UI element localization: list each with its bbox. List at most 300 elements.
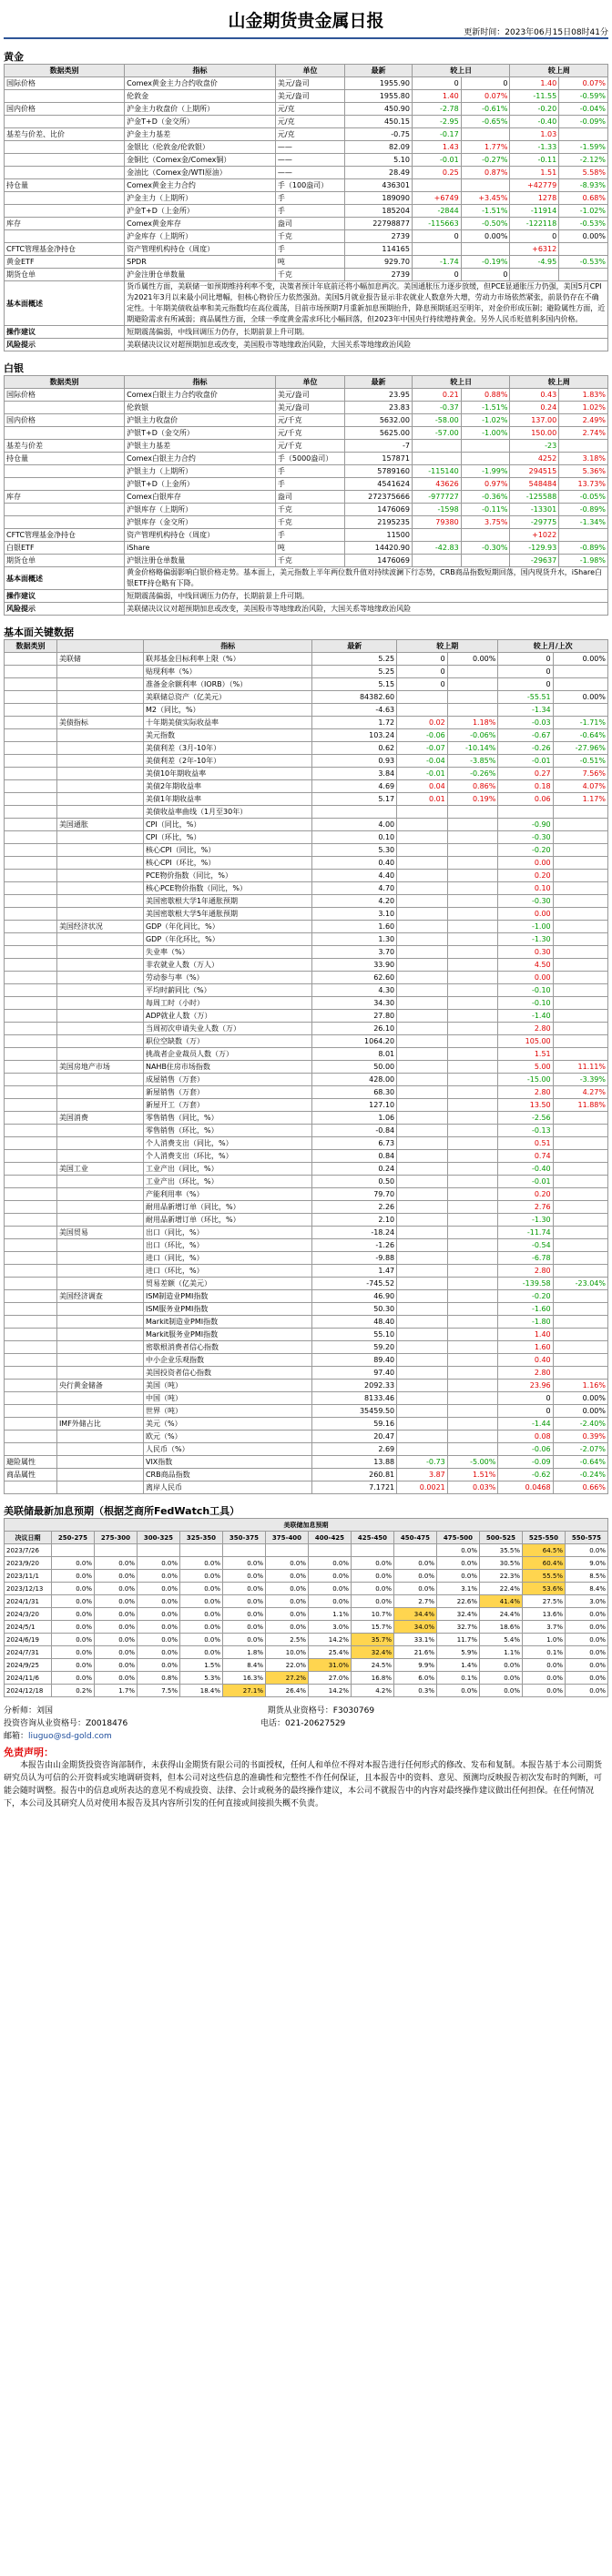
- fedwatch-subhead: 美联储加息预期: [5, 1519, 608, 1532]
- table-cell: -0.17: [412, 128, 461, 141]
- table-cell: -13301: [510, 504, 559, 516]
- table-cell: [553, 1048, 607, 1061]
- table-row: [5, 103, 608, 116]
- table-cell: [553, 1150, 607, 1163]
- table-cell: 欧元（%）: [143, 1431, 311, 1443]
- fedwatch-cell: 0.0%: [52, 1583, 95, 1595]
- table-row: [5, 414, 608, 427]
- fedwatch-cell: 21.6%: [394, 1646, 437, 1659]
- table-cell: 48.40: [312, 1316, 397, 1329]
- table-cell: 挑战者企业裁员人数（万）: [143, 1048, 311, 1061]
- table-cell: [56, 1010, 143, 1023]
- table-row: [5, 116, 608, 128]
- table-cell: -0.89%: [559, 504, 608, 516]
- email-address[interactable]: liuguo@sd-gold.com: [28, 1732, 112, 1741]
- table-cell: 0.24: [510, 402, 559, 414]
- table-cell: [56, 806, 143, 819]
- table-cell: 59.16: [312, 1418, 397, 1431]
- table-cell: 美国密歇根大学5年通胀预期: [143, 908, 311, 921]
- table-cell: 0: [498, 678, 553, 691]
- table-cell: [5, 1252, 57, 1265]
- table-cell: 0.40: [498, 1354, 553, 1367]
- table-cell: [56, 1035, 143, 1048]
- table-cell: [447, 1227, 498, 1239]
- table-cell: 美国密歇根大学1年通胀预期: [143, 895, 311, 908]
- table-cell: [56, 946, 143, 959]
- table-cell: -2.12%: [559, 154, 608, 167]
- table-cell: [5, 230, 125, 243]
- table-cell: -0.40: [498, 1163, 553, 1176]
- table-cell: -1.59%: [559, 141, 608, 154]
- table-cell: [56, 1023, 143, 1035]
- fedwatch-cell: [95, 1544, 138, 1557]
- table-cell: +6312: [510, 243, 559, 256]
- table-cell: [5, 1316, 57, 1329]
- table-cell: [447, 984, 498, 997]
- table-cell: 0.51: [498, 1137, 553, 1150]
- silver-summary-row: [5, 567, 608, 590]
- table-cell: -29637: [510, 555, 559, 567]
- table-cell: [5, 755, 57, 768]
- table-cell: [56, 1367, 143, 1380]
- fedwatch-cell: 0.0%: [352, 1583, 394, 1595]
- futures-license-label: 期货从业资格号：: [267, 1706, 333, 1716]
- table-cell: [553, 678, 607, 691]
- fedwatch-cell: 2024/12/18: [5, 1685, 52, 1697]
- table-cell: 450.90: [345, 103, 413, 116]
- fedwatch-cell: 15.7%: [352, 1621, 394, 1634]
- table-cell: [553, 844, 607, 857]
- table-cell: [5, 704, 57, 717]
- table-cell: [553, 1354, 607, 1367]
- table-row: [5, 440, 608, 453]
- fedwatch-cell: 14.2%: [309, 1634, 352, 1646]
- table-cell: 1.83%: [559, 389, 608, 402]
- fedwatch-cell: 3.0%: [309, 1621, 352, 1634]
- table-cell: 沪银库存（金交所）: [125, 516, 276, 529]
- table-cell: 新屋销售（万套）: [143, 1086, 311, 1099]
- table-cell: 核心PCE物价指数（同比，%）: [143, 882, 311, 895]
- table-cell: [553, 1227, 607, 1239]
- table-cell: 零售销售（环比，%）: [143, 1125, 311, 1137]
- table-cell: -0.64%: [553, 1456, 607, 1469]
- table-cell: [5, 793, 57, 806]
- table-cell: [56, 1048, 143, 1061]
- fedwatch-cell: 16.8%: [352, 1672, 394, 1685]
- fedwatch-cell: 0.0%: [266, 1583, 309, 1595]
- table-cell: -1.26: [312, 1239, 397, 1252]
- table-cell: [5, 1163, 57, 1176]
- fedwatch-row: [5, 1557, 608, 1570]
- table-cell: [56, 1431, 143, 1443]
- table-cell: 贴现利率（%）: [143, 666, 311, 678]
- table-cell: 5.36%: [559, 465, 608, 478]
- table-cell: [397, 831, 448, 844]
- table-cell: 7.1721: [312, 1481, 397, 1494]
- table-cell: [56, 1214, 143, 1227]
- table-cell: [553, 666, 607, 678]
- table-cell: 5.25: [312, 653, 397, 666]
- table-cell: 1.40: [412, 90, 461, 103]
- summary-label: 基本面概述: [5, 567, 125, 590]
- table-row: [5, 1278, 608, 1290]
- fedwatch-col-header: 550-575: [566, 1532, 608, 1544]
- fedwatch-cell: 1.1%: [480, 1646, 523, 1659]
- table-cell: 2092.33: [312, 1380, 397, 1392]
- fedwatch-row: [5, 1685, 608, 1697]
- table-cell: [56, 1137, 143, 1150]
- table-cell: [447, 666, 498, 678]
- table-cell: -8.93%: [559, 179, 608, 192]
- table-row: [5, 1086, 608, 1099]
- table-cell: 库存: [5, 218, 125, 230]
- table-cell: 贸易差额（亿美元）: [143, 1278, 311, 1290]
- table-cell: 元/克: [275, 128, 344, 141]
- strategy-label: 操作建议: [5, 326, 125, 339]
- table-cell: [5, 1392, 57, 1405]
- disclaimer-title: 免责声明：: [4, 1746, 54, 1758]
- fedwatch-cell: 5.3%: [180, 1672, 223, 1685]
- table-cell: -2.40%: [553, 1418, 607, 1431]
- table-cell: 职位空缺数（万）: [143, 1035, 311, 1048]
- table-cell: 5789160: [345, 465, 413, 478]
- fedwatch-col-header: 250-275: [52, 1532, 95, 1544]
- table-cell: 0: [510, 230, 559, 243]
- fedwatch-cell: 0.2%: [52, 1685, 95, 1697]
- table-row: [5, 1329, 608, 1341]
- table-cell: GDP（年化同比，%）: [143, 921, 311, 933]
- table-cell: 国际价格: [5, 77, 125, 90]
- table-cell: [447, 1188, 498, 1201]
- col-category: 数据类别: [5, 640, 57, 653]
- table-cell: 27.80: [312, 1010, 397, 1023]
- fedwatch-cell: 0.0%: [95, 1659, 138, 1672]
- table-row: [5, 793, 608, 806]
- table-cell: 13.73%: [559, 478, 608, 491]
- table-cell: 个人消费支出（同比，%）: [143, 1137, 311, 1150]
- table-cell: 1.18%: [447, 717, 498, 729]
- table-cell: 50.00: [312, 1061, 397, 1074]
- col-vs-prev-month: 较上月/上次: [498, 640, 608, 653]
- table-cell: [447, 908, 498, 921]
- table-cell: 盎司: [275, 491, 344, 504]
- table-cell: 11500: [345, 529, 413, 542]
- fedwatch-cell: 4.2%: [352, 1685, 394, 1697]
- table-cell: 0: [412, 77, 461, 90]
- table-cell: 1.51: [498, 1048, 553, 1061]
- table-cell: [5, 780, 57, 793]
- table-cell: [5, 478, 125, 491]
- fedwatch-cell: 0.0%: [523, 1659, 566, 1672]
- fedwatch-cell: 0.0%: [138, 1621, 180, 1634]
- table-cell: 0.0468: [498, 1481, 553, 1494]
- table-cell: 2.80: [498, 1023, 553, 1035]
- table-cell: Comex白银主力合约收盘价: [125, 389, 276, 402]
- table-cell: -1.51%: [461, 402, 510, 414]
- table-cell: [397, 997, 448, 1010]
- table-cell: 0.08: [498, 1431, 553, 1443]
- table-cell: 185204: [345, 205, 413, 218]
- table-cell: 0.30: [498, 946, 553, 959]
- table-cell: 2.49%: [559, 414, 608, 427]
- table-cell: -1.99%: [461, 465, 510, 478]
- fedwatch-col-header: 500-525: [480, 1532, 523, 1544]
- table-cell: -0.11: [510, 154, 559, 167]
- table-cell: 核心CPI（环比，%）: [143, 857, 311, 870]
- table-cell: 沪金T+D（金交所）: [125, 116, 276, 128]
- table-row: [5, 653, 608, 666]
- table-cell: 55.10: [312, 1329, 397, 1341]
- table-cell: 国际价格: [5, 389, 125, 402]
- table-cell: [56, 831, 143, 844]
- fedwatch-cell: 0.0%: [437, 1685, 480, 1697]
- fedwatch-cell: 0.0%: [566, 1608, 608, 1621]
- table-cell: [5, 1239, 57, 1252]
- report-title: 山金期货贵金属日报: [228, 11, 384, 31]
- fedwatch-cell: 1.5%: [180, 1659, 223, 1672]
- fedwatch-cell: 0.3%: [394, 1685, 437, 1697]
- table-cell: [553, 908, 607, 921]
- fedwatch-cell: 22.3%: [480, 1570, 523, 1583]
- fedwatch-cell: 0.0%: [223, 1595, 266, 1608]
- table-cell: [5, 154, 125, 167]
- table-row: [5, 542, 608, 555]
- table-cell: 50.30: [312, 1303, 397, 1316]
- table-cell: -58.00: [412, 414, 461, 427]
- table-row: [5, 402, 608, 414]
- table-cell: [5, 1137, 57, 1150]
- table-cell: -0.04: [397, 755, 448, 768]
- fedwatch-cell: 0.0%: [95, 1570, 138, 1583]
- table-cell: 沪银T+D（金交所）: [125, 427, 276, 440]
- table-cell: 33.90: [312, 959, 397, 972]
- table-cell: 14420.90: [345, 542, 413, 555]
- table-cell: [5, 997, 57, 1010]
- table-cell: [553, 857, 607, 870]
- table-cell: 5.10: [345, 154, 413, 167]
- table-cell: 2739: [345, 269, 413, 281]
- table-cell: 1.03: [510, 128, 559, 141]
- table-row: [5, 218, 608, 230]
- fedwatch-col-header: 400-425: [309, 1532, 352, 1544]
- fedwatch-cell: 2024/1/31: [5, 1595, 52, 1608]
- table-cell: 国内价格: [5, 414, 125, 427]
- fund-header-row: [5, 640, 608, 653]
- table-cell: [397, 1086, 448, 1099]
- fedwatch-col-header: 475-500: [437, 1532, 480, 1544]
- fedwatch-cell: [266, 1544, 309, 1557]
- col-subcategory: [56, 640, 143, 653]
- fedwatch-cell: 0.0%: [180, 1634, 223, 1646]
- table-cell: [553, 1188, 607, 1201]
- table-cell: [397, 806, 448, 819]
- table-cell: 0: [397, 678, 448, 691]
- table-row: [5, 857, 608, 870]
- table-cell: -0.37: [412, 402, 461, 414]
- table-row: [5, 844, 608, 857]
- table-row: [5, 1035, 608, 1048]
- table-cell: ——: [275, 167, 344, 179]
- table-cell: -129.93: [510, 542, 559, 555]
- table-cell: 0.20: [498, 1188, 553, 1201]
- table-cell: 8.01: [312, 1048, 397, 1061]
- fedwatch-cell: 14.2%: [309, 1685, 352, 1697]
- fedwatch-cell: 18.6%: [480, 1621, 523, 1634]
- table-cell: [56, 1354, 143, 1367]
- table-cell: 2.76: [498, 1201, 553, 1214]
- fedwatch-cell: 8.4%: [566, 1583, 608, 1595]
- col-indicator: 指标: [125, 376, 276, 389]
- table-cell: 0.10: [498, 882, 553, 895]
- table-cell: 平均时薪同比（%）: [143, 984, 311, 997]
- table-row: [5, 729, 608, 742]
- table-cell: 伦敦银: [125, 402, 276, 414]
- table-cell: [5, 1099, 57, 1112]
- table-cell: [397, 1252, 448, 1265]
- table-cell: 每周工时（小时）: [143, 997, 311, 1010]
- table-cell: [447, 678, 498, 691]
- table-cell: 进口（同比，%）: [143, 1252, 311, 1265]
- table-cell: IMF外储占比: [56, 1418, 143, 1431]
- table-cell: [447, 946, 498, 959]
- fedwatch-cell: 32.7%: [437, 1621, 480, 1634]
- table-cell: [56, 1405, 143, 1418]
- table-cell: [5, 1431, 57, 1443]
- table-cell: 耐用品新增订单（同比，%）: [143, 1201, 311, 1214]
- table-row: [5, 1137, 608, 1150]
- table-cell: 耐用品新增订单（环比，%）: [143, 1214, 311, 1227]
- table-cell: -122118: [510, 218, 559, 230]
- table-cell: [56, 1150, 143, 1163]
- footer: [0, 1705, 612, 1759]
- table-cell: [5, 1227, 57, 1239]
- table-cell: [447, 1176, 498, 1188]
- table-cell: [397, 1443, 448, 1456]
- table-row: [5, 1150, 608, 1163]
- table-cell: [56, 1443, 143, 1456]
- table-row: [5, 1112, 608, 1125]
- fedwatch-col-header: 决议日期: [5, 1532, 52, 1544]
- table-cell: 0.66%: [553, 1481, 607, 1494]
- table-cell: [553, 921, 607, 933]
- table-cell: -0.53%: [559, 218, 608, 230]
- table-cell: 沪银库存（上期所）: [125, 504, 276, 516]
- table-cell: -115663: [412, 218, 461, 230]
- table-cell: 核心CPI（同比，%）: [143, 844, 311, 857]
- table-cell: [447, 819, 498, 831]
- table-cell: [5, 1214, 57, 1227]
- table-cell: Comex黄金主力合约: [125, 179, 276, 192]
- table-cell: 3.75%: [461, 516, 510, 529]
- table-cell: 元/克: [275, 116, 344, 128]
- table-cell: 沪金注册仓单数量: [125, 269, 276, 281]
- fedwatch-cell: 2.5%: [266, 1634, 309, 1646]
- table-cell: 密歇根消费者信心指数: [143, 1341, 311, 1354]
- table-cell: -0.65%: [461, 116, 510, 128]
- fedwatch-cell: 0.0%: [52, 1570, 95, 1583]
- table-cell: [5, 1112, 57, 1125]
- silver-strategy-text: 短期震荡偏弱，中线回调压力仍存，长期前景上升可期。: [125, 590, 608, 603]
- table-cell: 1.02%: [559, 402, 608, 414]
- table-row: [5, 128, 608, 141]
- table-cell: -0.20: [498, 1290, 553, 1303]
- fedwatch-cell: 0.0%: [223, 1583, 266, 1595]
- table-cell: [397, 1380, 448, 1392]
- table-cell: [553, 1125, 607, 1137]
- table-cell: [553, 1112, 607, 1125]
- fedwatch-cell: 27.5%: [523, 1595, 566, 1608]
- table-cell: -0.62: [498, 1469, 553, 1481]
- table-row: [5, 205, 608, 218]
- table-cell: -0.20: [498, 844, 553, 857]
- table-cell: 23.96: [498, 1380, 553, 1392]
- table-cell: 基差与价差、比价: [5, 128, 125, 141]
- table-cell: [5, 516, 125, 529]
- table-cell: +42779: [510, 179, 559, 192]
- table-cell: 0.43: [510, 389, 559, 402]
- table-cell: 5.25: [312, 666, 397, 678]
- table-cell: [461, 453, 510, 465]
- fedwatch-cell: 3.1%: [437, 1583, 480, 1595]
- table-cell: -11.74: [498, 1227, 553, 1239]
- table-cell: [5, 1074, 57, 1086]
- table-cell: [397, 1112, 448, 1125]
- risk-label: 风险提示: [5, 339, 125, 351]
- table-cell: [397, 882, 448, 895]
- table-cell: [447, 1112, 498, 1125]
- table-cell: 盎司: [275, 218, 344, 230]
- table-cell: 手: [275, 205, 344, 218]
- table-cell: [56, 997, 143, 1010]
- fedwatch-cell: 0.0%: [480, 1659, 523, 1672]
- table-row: [5, 1176, 608, 1188]
- table-cell: 千克: [275, 504, 344, 516]
- table-cell: 13.50: [498, 1099, 553, 1112]
- table-cell: [56, 857, 143, 870]
- table-cell: 伦敦金: [125, 90, 276, 103]
- table-cell: -1.30: [498, 1214, 553, 1227]
- table-cell: CFTC管理基金净持仓: [5, 243, 125, 256]
- table-cell: 105.00: [498, 1035, 553, 1048]
- table-cell: 央行黄金储备: [56, 1380, 143, 1392]
- table-cell: [553, 1341, 607, 1354]
- table-cell: [5, 465, 125, 478]
- table-cell: 准备金余额利率（IORB）（%）: [143, 678, 311, 691]
- table-cell: -0.19%: [461, 256, 510, 269]
- table-cell: [397, 1188, 448, 1201]
- table-cell: 0.00: [498, 908, 553, 921]
- table-cell: -139.58: [498, 1278, 553, 1290]
- table-row: [5, 806, 608, 819]
- fedwatch-cell: 0.0%: [180, 1570, 223, 1583]
- table-cell: [397, 1329, 448, 1341]
- table-cell: -0.40: [510, 116, 559, 128]
- table-cell: [559, 243, 608, 256]
- table-cell: [56, 882, 143, 895]
- fedwatch-cell: 0.0%: [480, 1672, 523, 1685]
- fedwatch-cell: 0.0%: [138, 1659, 180, 1672]
- table-cell: 0: [498, 1405, 553, 1418]
- table-cell: [447, 1278, 498, 1290]
- table-cell: 189090: [345, 192, 413, 205]
- fedwatch-row: [5, 1659, 608, 1672]
- table-cell: [56, 1481, 143, 1494]
- col-unit: 单位: [275, 65, 344, 77]
- fedwatch-cell: 0.0%: [309, 1595, 352, 1608]
- table-cell: [553, 882, 607, 895]
- table-cell: [447, 1354, 498, 1367]
- table-cell: [5, 1086, 57, 1099]
